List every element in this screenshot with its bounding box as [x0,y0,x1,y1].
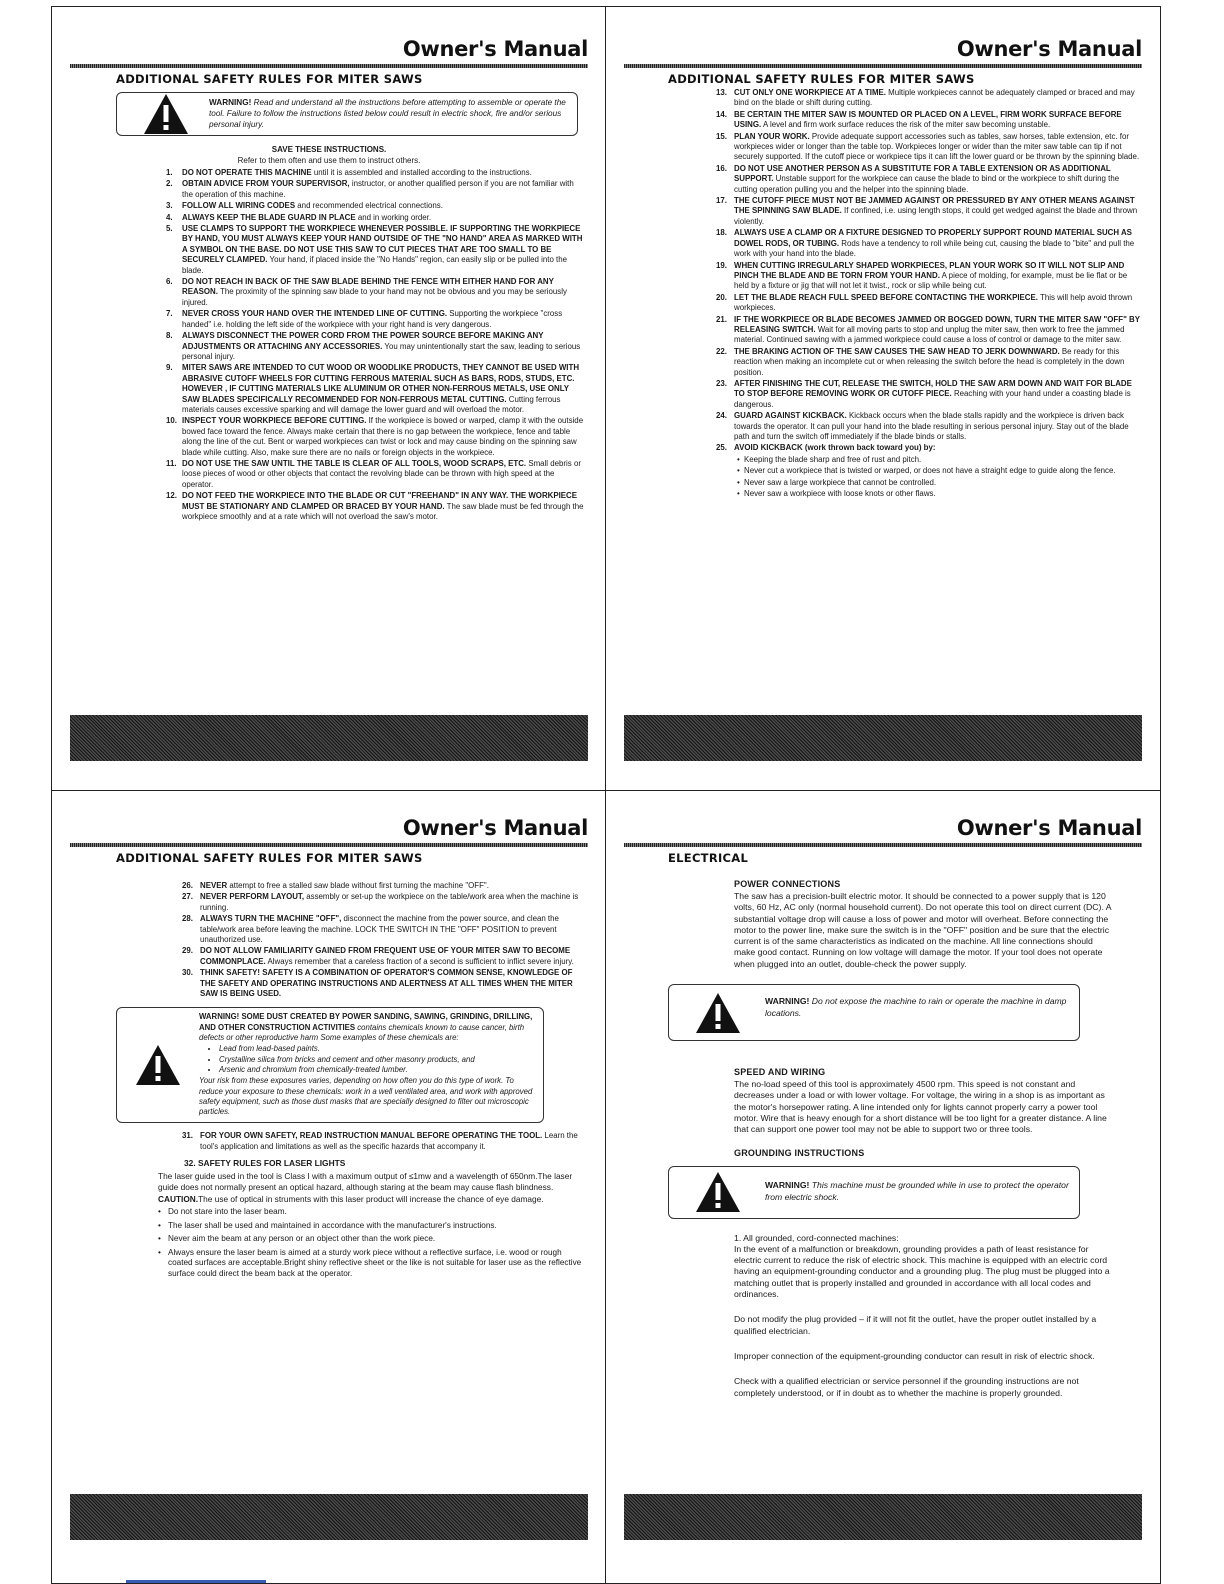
rule-text: If confined, i.e. using length stops, it could get wedged against the blade and thrown violently. [734,206,1138,226]
rule-text: This will help avoid thrown workpieces. [734,292,1133,313]
rule-item [716,196,1140,227]
laser-heading: 32. SAFETY RULES FOR LASER LIGHTS [184,1158,346,1169]
rule-number: 11. [166,458,177,468]
rule-item [166,416,584,458]
rule-item [166,179,584,200]
rule-number: 21. [716,314,727,324]
warning-triangle-icon [695,1171,741,1213]
rule-text: and in working order. [355,212,432,222]
rain-warning-box [668,984,1080,1041]
dust-warning-text: contains chemicals known to cause cancer, birth defects or other reproductive harm Some examples of these chemicals are: [199,1022,525,1043]
manual-page-3 [70,815,588,1283]
rule-number: 7. [166,309,173,319]
rule-text: The proximity of the spinning saw blade to your hand may not be obvious and you may be seriously injured. [182,287,567,307]
rule-lead: IF THE WORKPIECE OR BLADE BECOMES JAMMED OR BOGGED DOWN, TURN THE MITER SAW "OFF" BY RELEASING SWITCH. [734,314,1140,334]
warning-triangle-icon [695,992,741,1034]
rule-lead: FOR YOUR OWN SAFETY, READ INSTRUCTION MANUAL BEFORE OPERATING THE TOOL. [200,1131,543,1141]
rule-item [166,224,584,276]
speed-wiring-heading: SPEED AND WIRING [734,1067,826,1078]
rule-lead: NEVER CROSS YOUR HAND OVER THE INTENDED LINE OF CUTTING. [182,309,448,319]
section-heading: ADDITIONAL SAFETY RULES FOR MITER SAWS [116,851,423,865]
grounding-paragraph-2: Do not modify the plug provided – if it will not fit the outlet, have the proper outlet installed by a qualified electrician. [734,1314,1097,1336]
rule-item [166,201,584,211]
save-instructions-title: SAVE THESE INSTRUCTIONS. [271,145,387,154]
rule-item [716,88,1140,109]
page-title: Owner's Manual [402,816,588,840]
rule-text: Supporting the workpiece "cross handed" i.e. holding the left side of the workpiece with your right hand is very dangerous. [182,309,563,329]
rule-text: instructor, or another qualified person if you are not familiar with the operation of this machine. [182,179,574,199]
rule-lead: INSPECT YOUR WORKPIECE BEFORE CUTTING. [182,416,367,426]
rule-lead: MITER SAWS ARE INTENDED TO CUT WOOD OR WOODLIKE PRODUCTS, THEY CANNOT BE USED WITH ABRASIVE CUTOFF WHEELS FOR CUTTING FERROUS MATERIAL SUCH AS BARS, RODS, STUDS, ETC. HOWEVER , IF CUTTING MATERIALS LIKE ALUMINUM OR OTHER NON-FERROUS METALS, USE ONLY SAW BLADES SPECIFICALLY RECOMMENDED FOR NON-FERROUS METAL CUTTING. [182,363,580,404]
power-connections-heading: POWER CONNECTIONS [734,879,841,889]
kickback-bullet: • Never cut a workpiece that is twisted or warped, or does not have a straight edge to guide along the fence. [744,466,1140,476]
grounding-paragraph-3: Improper connection of the equipment-grounding conductor can result in risk of electric shock. [734,1350,1095,1361]
rule-item [166,491,584,522]
dust-chemical-item: • Crystalline silica from bricks and cement and other masonry products, and [219,1055,533,1065]
rule-text: Cutting ferrous materials causes excessive sparking and will damage the lower guard and will overload the motor. [182,394,561,414]
rule-number: 5. [166,224,173,234]
footer-band [70,1494,588,1540]
warning-text: Read and understand all the instructions before attempting to assemble or operate the tool. Failure to follow the instructions listed below could result in electric shock, fire and/or serious personal injury. [209,98,566,129]
rule-number: 2. [166,179,173,189]
warning-label: WARNING! [209,98,252,107]
rule-item [166,363,584,415]
grounding-paragraph-4: Check with a qualified electrician or service personnel if the grounding instructions are not completely understood, or if in doubt as to whether the machine is properly grounded. [734,1376,1079,1398]
section-heading: ADDITIONAL SAFETY RULES FOR MITER SAWS [116,72,423,86]
rule-item [716,110,1140,131]
save-instructions-sub: Refer to them often and use them to instruct others. [237,156,421,165]
laser-bullet: • Always ensure the laser beam is aimed at a sturdy work piece without a reflective surface, i.e. wood or rough coated surfaces are acceptable.Bright shiny reflective sheet or the like is not suitable for laser use as the reflective surface could direct the beam back at the operator. [158,1248,588,1280]
rule-text: Unstable support for the workpiece can cause the blade to bind or the workpiece to shift during the cutting operation pulling you and the helper into the spinning blade. [734,174,1120,194]
rule-item [182,968,584,999]
rule-number: 4. [166,212,173,222]
rule-lead: CUT ONLY ONE WORKPIECE AT A TIME. [734,88,886,97]
grounding-item: 1. All grounded, cord-connected machines: [734,1232,899,1243]
rule-number: 17. [716,196,727,206]
rule-number: 27. [182,892,193,902]
rule-number: 26. [182,881,193,890]
rule-number: 1. [166,168,173,177]
rule-number: 10. [166,416,177,426]
dust-warning-lead: WARNING! SOME DUST CREATED BY POWER SANDING, SAWING, GRINDING, DRILLING, AND OTHER CONSTRUCTION ACTIVITIES [199,1012,533,1032]
rule-number: 20. [716,292,727,302]
rule-text: Wait for all moving parts to stop and unplug the miter saw, then work to free the jammed material. Continued sawing with a jammed workpiece could cause a loss of control or damage to the miter saw. [734,324,1125,345]
rule-text: Rods have a tendency to roll while being cut, causing the blade to "bite" and pull the work with your hand into the blade. [734,238,1135,259]
rule-31 [182,1131,584,1152]
rule-text: A piece of molding, for example, must be lie flat or be held by a fixture or jig that will not let it twist., rock or slip while being cut. [734,270,1128,291]
kickback-bullet: • Never saw a workpiece with loose knots or other flaws. [744,489,1140,499]
rule-number: 24. [716,411,727,421]
rule-lead: BE CERTAIN THE MITER SAW IS MOUNTED OR PLACED ON A LEVEL, FIRM WORK SURFACE BEFORE USING. [734,109,1122,130]
rule-item [716,411,1140,442]
rule-number: 12. [166,491,177,501]
rule-lead: ALWAYS TURN THE MACHINE "OFF", [200,914,342,924]
rule-text: Kickback occurs when the blade stalls rapidly and the workpiece is driven back towards the operator. It can pull your hand into the blade resulting in serious personal injury. Stay out of the blade path and turn the switch off immediately if the blade binds or stalls. [734,411,1129,441]
page-title: Owner's Manual [956,816,1142,840]
header-rule [70,64,588,68]
rule-item [716,443,1140,499]
footer-band [624,1494,1142,1540]
header-rule [624,843,1142,847]
rule-text: Reaching with your hand under a coasting blade is dangerous. [734,389,1131,409]
rule-number: 28. [182,914,193,924]
rule-item [716,315,1140,346]
warning-text: This machine must be grounded while in use to protect the operator from electric shock. [765,1179,1069,1202]
rule-item [182,1131,584,1152]
dust-chemicals-list [199,1044,533,1075]
rule-lead: DO NOT FEED THE WORKPIECE INTO THE BLADE OR CUT "FREEHAND" IN ANY WAY. THE WORKPIECE MUST BE STATIONARY AND CLAMPED OR BRACED BY YOUR HAND. [182,491,578,511]
rule-item [716,293,1140,314]
rule-text: A level and firm work surface reduces the risk of the miter saw becoming unstable. [761,120,1051,130]
speed-wiring-text: The no-load speed of this tool is approximately 4500 rpm. This speed is not constant and decreases under a load or with lower voltage. For voltage, the wiring in a shop is as important as the motor's horsepower rating. A line intended only for lights cannot properly carry a power tool motor. Wire that is heavy enough for a short distance will be too light for a greater distance. A line that can support one power tool may not be able to support two or three tools. [734,1079,1107,1135]
rule-text: Multiple workpieces cannot be adequately clamped or braced and may bind on the blade or shift during cutting. [734,88,1135,108]
rule-number: 18. [716,228,727,238]
rule-item [716,261,1140,292]
footer-band [70,715,588,761]
section-heading: ADDITIONAL SAFETY RULES FOR MITER SAWS [668,72,975,86]
rule-item [182,892,584,913]
rules-list [182,881,584,999]
rule-lead: GUARD AGAINST KICKBACK. [734,411,847,421]
rule-number: 19. [716,260,727,270]
warning-box [116,92,578,136]
laser-bullet: • The laser shall be used and maintained in accordance with the manufacturer's instructions. [158,1221,588,1232]
grounding-heading: GROUNDING INSTRUCTIONS [734,1147,865,1158]
dust-chemical-item: • Arsenic and chromium from chemically-treated lumber. [219,1065,533,1075]
rule-lead: THE BRAKING ACTION OF THE SAW CAUSES THE SAW HEAD TO JERK DOWNWARD. [734,346,1060,356]
rule-item [166,168,584,178]
rule-text: Small debris or loose pieces of wood or other objects that contact the revolving blade can be thrown with high speed at the operator. [182,458,581,489]
dust-chemical-item: • Lead from lead-based paints. [219,1044,533,1054]
rule-item [182,946,584,967]
rule-lead: PLAN YOUR WORK. [734,131,810,141]
warning-triangle-icon [143,93,189,135]
grounding-warning-box [668,1166,1080,1219]
kickback-bullet: • Never saw a large workpiece that cannot be controlled. [744,478,1140,488]
rule-number: 6. [166,277,173,287]
caution-paragraph [158,1194,580,1205]
rule-number: 9. [166,363,173,373]
header-rule [624,64,1142,68]
footer-band [624,715,1142,761]
kickback-bullet: • Keeping the blade sharp and free of rust and pitch. [744,455,1140,465]
rule-item [182,914,584,945]
warning-label: WARNING! [765,1179,810,1190]
rule-lead: DO NOT ALLOW FAMILIARITY GAINED FROM FREQUENT USE OF YOUR MITER SAW TO BECOME COMMONPLACE. [200,946,571,966]
rule-lead: THE CUTOFF PIECE MUST NOT BE JAMMED AGAINST OR PRESSURED BY ANY OTHER MEANS AGAINST THE SPINNING SAW BLADE. [734,196,1135,216]
rule-lead: ALWAYS KEEP THE BLADE GUARD IN PLACE [182,212,356,222]
rule-number: 25. [716,443,727,453]
dust-warning-footer: Your risk from these exposures varies, depending on how often you do this type of work. To reduce your exposure to these chemicals: work in a well ventilated area, and work with approved safety equipment, such as those dust masks that are specially designed to filter out microscopic particles. [199,1076,533,1117]
laser-bullets [158,1207,588,1280]
rule-lead: NEVER [200,881,228,890]
laser-text: The laser guide used in the tool is Class I with a maximum output of ≤1mw and a wavelength of 650nm.The laser guide does not normally present an optical hazard, although staring at the beam may cause flash blindness. [158,1171,573,1192]
rule-lead: DO NOT REACH IN BACK OF THE SAW BLADE BEHIND THE FENCE WITH EITHER HAND FOR ANY REASON. [182,277,554,297]
rule-item [166,277,584,308]
rule-item [166,331,584,362]
section-heading: ELECTRICAL [668,851,749,865]
rule-item [166,212,584,223]
warning-text: Do not expose the machine to rain or operate the machine in damp locations. [765,996,1067,1019]
rule-number: 31. [182,1131,193,1141]
rule-number: 30. [182,968,193,978]
laser-bullet: • Never aim the beam at any person or an object other than the work piece. [158,1234,588,1245]
dust-warning-box [116,1007,544,1123]
rule-lead: NEVER PERFORM LAYOUT, [200,892,305,902]
rule-item [716,228,1140,259]
rule-text: assembly or set-up the workpiece on the table/work area when the machine is running. [200,892,579,912]
rule-text: Learn the tool's application and limitations as well as the specific hazards that accompany it. [200,1131,578,1151]
page-divider-vertical [605,6,606,1584]
rule-text: and recommended electrical connections. [295,201,443,211]
warning-triangle-icon [135,1044,181,1086]
rule-text: The saw blade must be fed through the workpiece smoothly and at a rate which will not overload the saw's motor. [182,501,584,521]
manual-page-4 [624,815,1142,1399]
page-divider-horizontal [51,790,1161,791]
rule-text: attempt to free a stalled saw blade without first turning the machine "OFF". [227,881,489,890]
rule-item [716,347,1140,378]
rule-item [716,132,1140,163]
power-connections-text: The saw has a precision-built electric motor. It should be connected to a power supply that is 120 volts, 60 Hz, AC only (normal household current). Do not operate this tool on direct current (DC). A substantial voltage drop will cause a loss of power and motor will overheat. Before connecting the motor to the power line, make sure the switch is in the "OFF" position and be sure that the electric current is of the same characteristics as indicated on the machine. All line connections should make good contact. Running on low voltage will damage the motor. If your tool does not operate when plugged into an outlet, double-check the power supply. [734,891,1112,969]
rule-number: 16. [716,163,727,173]
rule-lead: AFTER FINISHING THE CUT, RELEASE THE SWITCH, HOLD THE SAW ARM DOWN AND WAIT FOR BLADE TO STOP BEFORE REMOVING WORK OR CUTOFF PIECE. [734,378,1132,399]
rule-lead: DO NOT USE THE SAW UNTIL THE TABLE IS CLEAR OF ALL TOOLS, WOOD SCRAPS, ETC. [182,458,527,468]
header-rule [70,843,588,847]
rule-lead: AVOID KICKBACK (work thrown back toward you) by: [734,443,936,453]
scan-edge-mark [126,1580,266,1583]
rule-lead: USE CLAMPS TO SUPPORT THE WORKPIECE WHENEVER POSSIBLE. IF SUPPORTING THE WORKPIECE BY HAND, YOU MUST ALWAYS KEEP YOUR HAND OUTSIDE OF THE "NO HAND" AREA AS MARKED WITH A SYMBOL ON THE BASE. DO NOT USE THIS SAW TO CUT PIECES THAT ARE TOO SMALL TO BE SECURELY CLAMPED. [182,224,583,265]
rule-item [716,379,1140,410]
rule-number: 23. [716,378,727,388]
rule-text: If the workpiece is bowed or warped, clamp it with the outside bowed face toward the fence. Always make certain that there is no gap between the workpiece, fence and table along the line of the cut. Bent or warped workpieces can twist or lock and may cause binding on the spinning saw blade while cutting. Also, make sure there are no nails or foreign objects in the workpiece. [182,416,584,457]
warning-label: WARNING! [765,996,810,1007]
rules-list [166,168,584,522]
rules-list [716,88,1140,499]
rule-number: 22. [716,346,727,356]
laser-bullet: • Do not stare into the laser beam. [158,1207,588,1218]
rule-lead: DO NOT USE ANOTHER PERSON AS A SUBSTITUTE FOR A TABLE EXTENSION OR AS ADDITIONAL SUPPORT. [734,163,1111,184]
rule-number: 8. [166,331,173,341]
rule-number: 13. [716,88,727,97]
rule-number: 14. [716,109,727,119]
grounding-paragraph-1: In the event of a malfunction or breakdown, grounding provides a path of least resistance for electric current to reduce the risk of electric shock. This machine is equipped with an electric cord having an equipment-grounding conductor and a grounding plug. The plug must be plugged into a matching outlet that is properly installed and grounded in accordance with all local codes and ordinances. [734,1243,1110,1300]
rule-item [166,309,584,330]
rule-number: 29. [182,946,193,956]
manual-page-1 [70,36,588,523]
rule-text: disconnect the machine from the power source, and clean the table/work area before leaving the machine. LOCK THE SWITCH IN THE "OFF" POSITION to prevent unauthorized use. [200,914,559,945]
rule-number: 3. [166,201,173,211]
rule-lead: OBTAIN ADVICE FROM YOUR SUPERVISOR, [182,179,350,189]
rule-lead: FOLLOW ALL WIRING CODES [182,201,296,211]
rule-lead: THINK SAFETY! SAFETY IS A COMBINATION OF OPERATOR'S COMMON SENSE, KNOWLEDGE OF THE SAFETY AND OPERATING INSTRUCTIONS AND ALERTNESS AT ALL TIMES WHEN THE MITER SAW IS BEING USED. [200,968,573,999]
rule-number: 15. [716,131,727,141]
rule-text: Your hand, if placed inside the "No Hands" region, can easily slip or be pulled into the blade. [182,255,568,275]
rule-text: Be ready for this reaction when making an incomplete cut or when releasing the switch before the head is completely in the down position. [734,346,1125,377]
caution-label: CAUTION. [158,1194,199,1205]
rule-text: You may unintentionally start the saw, leading to serious personal injury. [182,341,581,361]
rule-item [182,881,584,891]
rule-text: Always remember that a careless fraction of a second is sufficient to inflict severe injury. [265,956,574,966]
rule-lead: ALWAYS USE A CLAMP OR A FIXTURE DESIGNED TO PROPERLY SUPPORT ROUND MATERIAL SUCH AS DOWEL RODS, OR TUBING. [734,228,1132,248]
manual-page-2 [624,36,1142,500]
rule-item [166,458,584,490]
rule-text: Provide adequate support accessories such as tables, saw horses, table extension, etc. for workpieces wider or longer than the table top. Workpieces longer or wider than the miter saw table can tip if not securely supported. If the cutoff piece or workpiece tips it can lift the lower guard or be thrown by the spinning blade. [734,131,1140,162]
rule-text: until it is assembled and installed according to the instructions. [311,168,532,177]
page-title: Owner's Manual [956,37,1142,61]
page-title: Owner's Manual [402,37,588,61]
rule-lead: LET THE BLADE REACH FULL SPEED BEFORE CONTACTING THE WORKPIECE. [734,292,1038,302]
rule-lead: DO NOT OPERATE THIS MACHINE [182,168,312,177]
rule-item [716,164,1140,195]
caution-text: The use of optical in struments with this laser product will increase the chance of eye damage. [198,1194,544,1205]
kickback-bullets [734,455,1140,500]
rule-lead: WHEN CUTTING IRREGULARLY SHAPED WORKPIECES, PLAN YOUR WORK SO IT WILL NOT SLIP AND PINCH THE BLADE AND BE TORN FROM YOUR HAND. [734,260,1125,280]
rule-lead: ALWAYS DISCONNECT THE POWER CORD FROM THE POWER SOURCE BEFORE MAKING ANY ADJUSTMENTS OR ATTACHING ANY ACCESSORIES. [182,331,544,351]
